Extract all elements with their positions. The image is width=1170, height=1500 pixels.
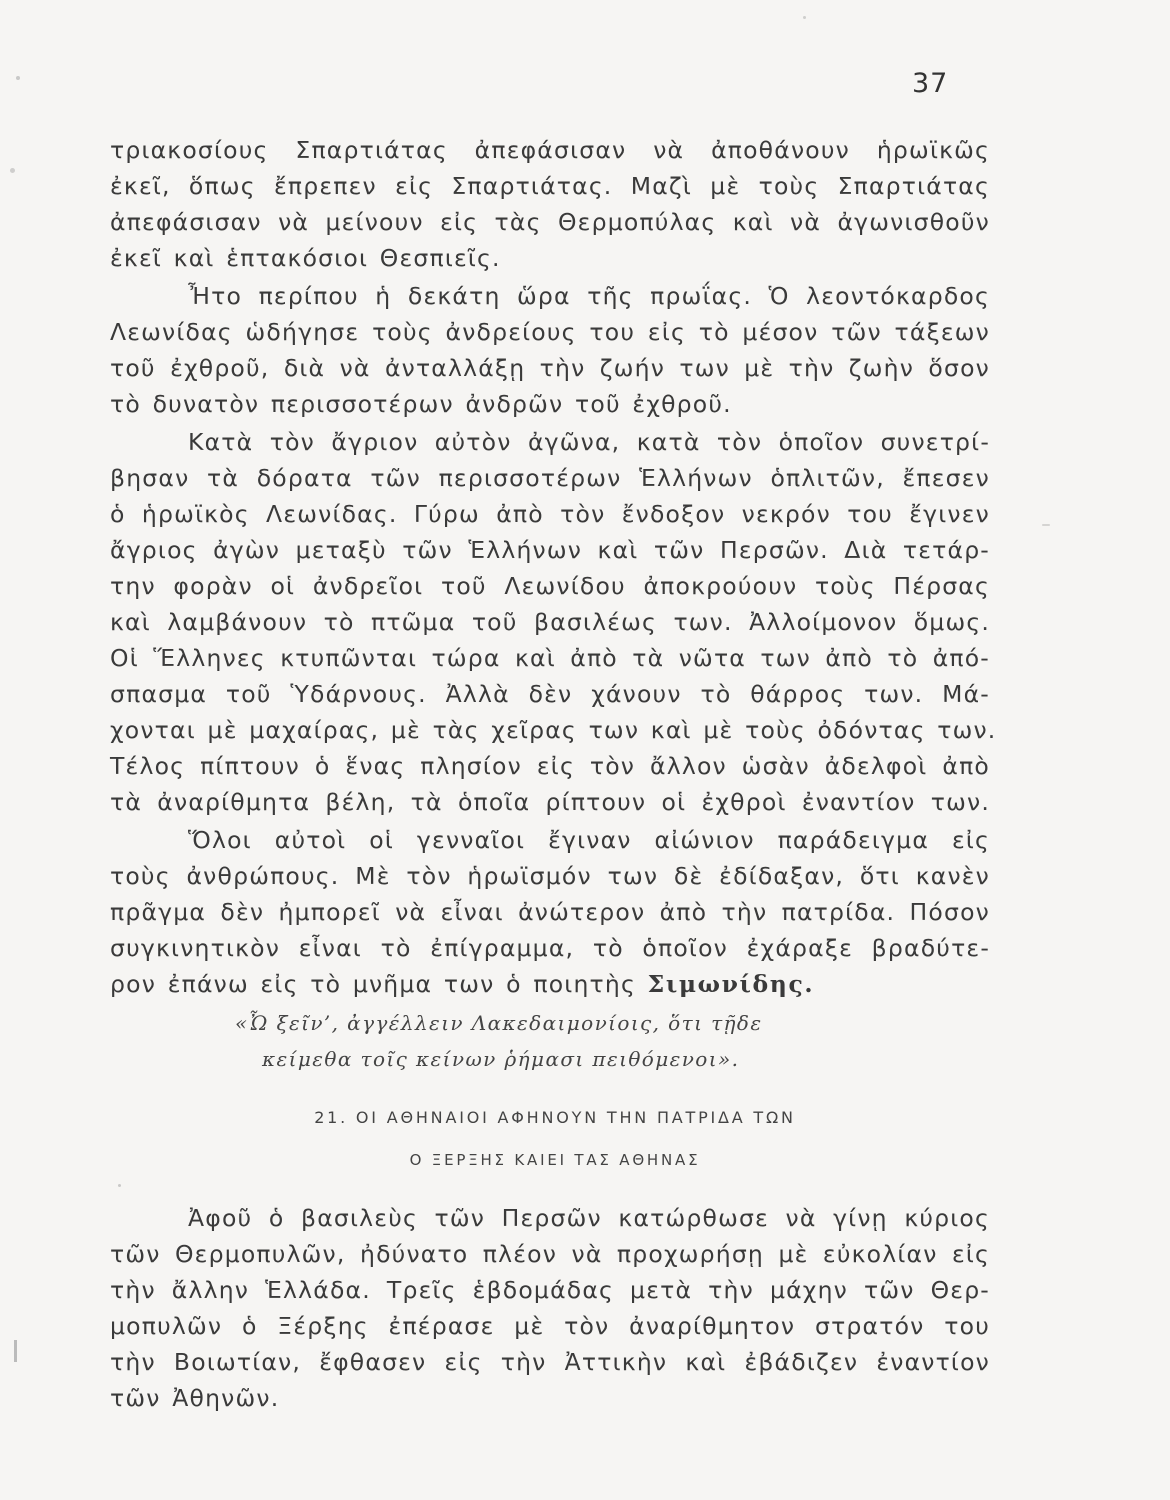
text-line: βησαν τὰ δόρατα τῶν περισσοτέρων Ἑλλήνων ὁπλιτῶν, ἔπεσεν	[110, 464, 990, 492]
paragraph-3	[110, 424, 997, 820]
text-fragment: ρον ἐπάνω εἰς τὸ μνῆμα των ὁ ποιητὴς	[110, 970, 636, 998]
text-line: την φορὰν οἱ ἀνδρεῖοι τοῦ Λεωνίδου ἀποκρούουν τοὺς Πέρσας	[110, 572, 990, 600]
scan-speck	[10, 168, 15, 173]
scan-speck	[1042, 524, 1050, 526]
text-line: Κατὰ τὸν ἄγριον αὐτὸν ἀγῶνα, κατὰ τὸν ὁποῖον συνετρί-	[188, 428, 990, 456]
text-line: τῶν Ἀθηνῶν.	[110, 1384, 280, 1412]
paragraph-1	[110, 132, 990, 276]
epigram-line-2: κείμεθα τοῖς κείνων ῥήμασι πειθόμενοι».	[262, 1047, 740, 1071]
text-line: τὴν ἄλλην Ἑλλάδα. Τρεῖς ἑβδομάδας μετὰ τὴν μάχην τῶν Θερ-	[110, 1276, 990, 1304]
scan-speck	[803, 16, 806, 19]
text-line: τὰ ἀναρίθμητα βέλη, τὰ ὁποῖα ρίπτουν οἱ ἐχθροὶ ἐναντίον των.	[110, 788, 990, 816]
text-line: πρᾶγμα δὲν ἠμπορεῖ νὰ εἶναι ἀνώτερον ἀπὸ τὴν πατρίδα. Πόσον	[110, 898, 990, 926]
epigram-line-1: «Ὦ ξεῖν’, ἀγγέλλειν Λακεδαιμονίοις, ὅτι τῇδε	[235, 1011, 763, 1035]
text-line: τὸ δυνατὸν περισσοτέρων ἀνδρῶν τοῦ ἐχθροῦ.	[110, 390, 732, 418]
scan-speck	[16, 76, 20, 80]
text-line: Λεωνίδας ὡδήγησε τοὺς ἀνδρείους του εἰς τὸ μέσον τῶν τάξεων	[110, 318, 990, 346]
text-line: ἀπεφάσισαν νὰ μείνουν εἰς τὰς Θερμοπύλας καὶ νὰ ἀγωνισθοῦν	[110, 208, 990, 236]
text-line: Τέλος πίπτουν ὁ ἕνας πλησίον εἰς τὸν ἄλλον ὡσὰν ἀδελφοὶ ἀπὸ	[110, 752, 990, 780]
text-line: ἐκεῖ, ὅπως ἔπρεπεν εἰς Σπαρτιάτας. Μαζὶ μὲ τοὺς Σπαρτιάτας	[110, 172, 990, 200]
text-line: τῶν Θερμοπυλῶν, ἠδύνατο πλέον νὰ προχωρήσῃ μὲ εὐκολίαν εἰς	[110, 1240, 990, 1268]
text-line: ὁ ἡρωϊκὸς Λεωνίδας. Γύρω ἀπὸ τὸν ἔνδοξον νεκρόν του ἔγινεν	[110, 500, 990, 528]
text-line: ἄγριος ἀγὼν μεταξὺ τῶν Ἑλλήνων καὶ τῶν Περσῶν. Διὰ τετάρ-	[110, 536, 990, 564]
section-subheading: Ο ΞΕΡΞΗΣ ΚΑΙΕΙ ΤΑΣ ΑΘΗΝΑΣ	[409, 1151, 701, 1169]
text-line: Ἀφοῦ ὁ βασιλεὺς τῶν Περσῶν κατώρθωσε νὰ γίνῃ κύριος	[188, 1204, 990, 1232]
text-line: τριακοσίους Σπαρτιάτας ἀπεφάσισαν νὰ ἀποθάνουν ἡρωϊκῶς	[110, 136, 990, 164]
text-line: χονται μὲ μαχαίρας, μὲ τὰς χεῖρας των καὶ μὲ τοὺς ὀδόντας των.	[110, 716, 997, 744]
margin-mark	[14, 1340, 17, 1362]
text-line: Ὅλοι αὐτοὶ οἱ γενναῖοι ἔγιναν αἰώνιον παράδειγμα εἰς	[188, 826, 990, 854]
text-line: τὴν Βοιωτίαν, ἔφθασεν εἰς τὴν Ἀττικὴν καὶ ἐβάδιζεν ἐναντίον	[110, 1348, 990, 1376]
text-line: Ἦτο περίπου ἡ δεκάτη ὥρα τῆς πρωΐας. Ὁ λεοντόκαρδος	[188, 282, 990, 310]
text-line: σπασμα τοῦ Ὑδάρνους. Ἀλλὰ δὲν χάνουν τὸ θάρρος των. Μά-	[110, 680, 990, 708]
paragraph-4	[110, 822, 990, 1002]
text-line: Οἱ Ἕλληνες κτυπῶνται τώρα καὶ ἀπὸ τὰ νῶτα των ἀπὸ τὸ ἀπό-	[110, 644, 990, 672]
section-heading: 21. ΟΙ ΑΘΗΝΑΙΟΙ ΑΦΗΝΟΥΝ ΤΗΝ ΠΑΤΡΙΔΑ ΤΩΝ	[314, 1108, 796, 1127]
text-line: τοῦ ἐχθροῦ, διὰ νὰ ἀνταλλάξῃ τὴν ζωήν των μὲ τὴν ζωὴν ὅσον	[110, 354, 990, 382]
text-line: καὶ λαμβάνουν τὸ πτῶμα τοῦ βασιλέως των. Ἀλλοίμονον ὅμως.	[110, 608, 990, 636]
paragraph-2	[110, 278, 990, 422]
text-line: ἐκεῖ καὶ ἑπτακόσιοι Θεσπιεῖς.	[110, 244, 501, 272]
scan-speck	[118, 1184, 121, 1187]
poet-name: Σιμωνίδης.	[647, 970, 815, 998]
page-number: 37	[912, 68, 949, 99]
text-line: μοπυλῶν ὁ Ξέρξης ἐπέρασε μὲ τὸν ἀναρίθμητον στρατόν του	[110, 1312, 990, 1340]
text-line	[110, 966, 990, 1002]
section-paragraph	[110, 1200, 990, 1416]
text-line: τοὺς ἀνθρώπους. Μὲ τὸν ἡρωϊσμόν των δὲ ἐδίδαξαν, ὅτι κανὲν	[110, 862, 990, 890]
text-line: συγκινητικὸν εἶναι τὸ ἐπίγραμμα, τὸ ὁποῖον ἐχάραξε βραδύτε-	[110, 934, 990, 962]
